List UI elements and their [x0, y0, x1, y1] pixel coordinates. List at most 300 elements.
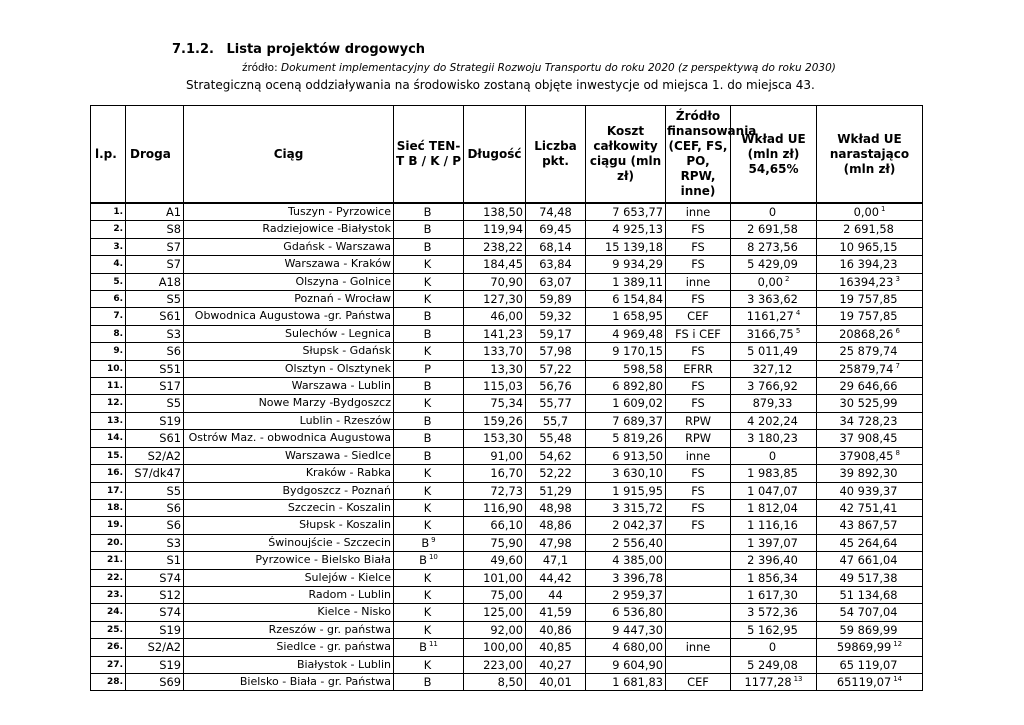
cell-length: 91,00 — [464, 447, 526, 464]
cell-lp: 18. — [91, 499, 126, 516]
cell-cost: 6 154,84 — [586, 291, 666, 308]
cell-length: 159,26 — [464, 412, 526, 429]
cell-network — [394, 430, 464, 447]
cell-cost: 4 969,48 — [586, 325, 666, 342]
cell-cumulative — [817, 482, 923, 499]
cell-eu — [731, 673, 817, 690]
cell-length: 115,03 — [464, 378, 526, 395]
cell-network — [394, 552, 464, 569]
eu-value: 5 429,09 — [747, 257, 798, 272]
table-row — [91, 621, 923, 638]
eu-value: 3 766,92 — [747, 379, 798, 394]
cell-lp: 11. — [91, 378, 126, 395]
network-value: K — [423, 483, 432, 498]
cell-section: Bielsko - Biała - gr. Państwa — [184, 673, 394, 690]
table-row — [91, 430, 923, 447]
cell-points: 59,17 — [526, 325, 586, 342]
cell-section: Słupsk - Koszalin — [184, 517, 394, 534]
cell-cost: 1 658,95 — [586, 308, 666, 325]
cell-eu — [731, 291, 817, 308]
table-row — [91, 395, 923, 412]
cell-lp: 19. — [91, 517, 126, 534]
source-line — [242, 62, 836, 74]
eu-value: 1177,28 — [744, 674, 792, 689]
cell-section: Olsztyn - Olsztynek — [184, 360, 394, 377]
cumulative-value: 49 517,38 — [839, 570, 898, 585]
cell-cost: 3 630,10 — [586, 465, 666, 482]
footnote-ref: 3 — [895, 274, 900, 283]
network-value: B — [423, 239, 432, 254]
cumulative-value: 16394,23 — [839, 274, 894, 289]
cell-source: FS — [666, 517, 731, 534]
cell-cumulative — [817, 517, 923, 534]
cumulative-value: 65 119,07 — [839, 657, 898, 672]
cell-cost: 1 681,83 — [586, 673, 666, 690]
cell-length: 66,10 — [464, 517, 526, 534]
network-value: B — [423, 431, 432, 446]
header-network: Sieć TEN-T B / K / P — [394, 106, 464, 204]
table-row — [91, 569, 923, 586]
cell-eu — [731, 308, 817, 325]
eu-value: 1 856,34 — [747, 570, 798, 585]
footnote-ref: 4 — [795, 309, 801, 318]
cell-road: S74 — [126, 569, 184, 586]
cell-road: S8 — [126, 221, 184, 238]
footnote-ref: 5 — [795, 326, 801, 335]
cell-lp: 5. — [91, 273, 126, 290]
cell-length: 100,00 — [464, 639, 526, 656]
cell-section: Pyrzowice - Bielsko Biała — [184, 552, 394, 569]
footnote-ref: 8 — [895, 448, 900, 457]
cell-points: 74,48 — [526, 203, 586, 221]
header-cost: Koszt całkowity ciągu (mln zł) — [586, 106, 666, 204]
cell-lp: 20. — [91, 534, 126, 551]
cell-network — [394, 221, 464, 238]
cell-source — [666, 534, 731, 551]
table-row — [91, 482, 923, 499]
cell-points: 63,84 — [526, 256, 586, 273]
cell-eu — [731, 430, 817, 447]
source-document: Dokument implementacyjny do Strategii Rozwoju Transportu do roku 2020 (z perspektywą do roku 2030) — [280, 62, 836, 74]
cell-eu — [731, 203, 817, 221]
table-row — [91, 203, 923, 221]
cell-section: Białystok - Lublin — [184, 656, 394, 673]
table-row — [91, 238, 923, 255]
cell-source: inne — [666, 273, 731, 290]
cell-section: Siedlce - gr. państwa — [184, 639, 394, 656]
cell-cost: 3 396,78 — [586, 569, 666, 586]
cell-road: S5 — [126, 395, 184, 412]
cumulative-value: 59 869,99 — [839, 622, 898, 637]
eu-value: 5 162,95 — [747, 622, 798, 637]
cell-eu — [731, 325, 817, 342]
cell-length: 72,73 — [464, 482, 526, 499]
cell-cumulative — [817, 238, 923, 255]
cumulative-value: 39 892,30 — [839, 466, 898, 481]
cumulative-value: 47 661,04 — [839, 553, 898, 568]
cell-network — [394, 482, 464, 499]
eu-value: 2 691,58 — [747, 222, 798, 237]
cell-length: 153,30 — [464, 430, 526, 447]
cell-section: Bydgoszcz - Poznań — [184, 482, 394, 499]
cell-points: 40,86 — [526, 621, 586, 638]
cell-source: FS — [666, 482, 731, 499]
cell-network — [394, 673, 464, 690]
cell-lp: 22. — [91, 569, 126, 586]
table-row — [91, 343, 923, 360]
cell-cost: 4 385,00 — [586, 552, 666, 569]
cell-eu — [731, 447, 817, 464]
table-row — [91, 656, 923, 673]
cell-eu — [731, 552, 817, 569]
cumulative-value: 30 525,99 — [839, 396, 898, 411]
cell-section: Kraków - Rabka — [184, 465, 394, 482]
cell-points: 68,14 — [526, 238, 586, 255]
cell-section: Szczecin - Koszalin — [184, 499, 394, 516]
table-row — [91, 221, 923, 238]
cell-cost: 598,58 — [586, 360, 666, 377]
cell-source: FS — [666, 238, 731, 255]
table-row — [91, 378, 923, 395]
cell-section: Nowe Marzy -Bydgoszcz — [184, 395, 394, 412]
table-row — [91, 465, 923, 482]
cell-cost: 2 959,37 — [586, 586, 666, 603]
cell-source: EFRR — [666, 360, 731, 377]
cell-points: 57,22 — [526, 360, 586, 377]
cell-cumulative — [817, 447, 923, 464]
cumulative-value: 65119,07 — [836, 674, 892, 689]
cell-cumulative — [817, 221, 923, 238]
cell-points: 55,48 — [526, 430, 586, 447]
cell-network — [394, 412, 464, 429]
table-header-row — [91, 106, 923, 204]
table-row — [91, 673, 923, 690]
cell-points: 48,86 — [526, 517, 586, 534]
cell-lp: 21. — [91, 552, 126, 569]
cell-length: 184,45 — [464, 256, 526, 273]
cell-road: S17 — [126, 378, 184, 395]
cell-road: S69 — [126, 673, 184, 690]
cell-section: Warszawa - Kraków — [184, 256, 394, 273]
cell-road: S2/A2 — [126, 639, 184, 656]
eu-value: 4 202,24 — [747, 413, 798, 428]
cell-cost: 9 170,15 — [586, 343, 666, 360]
cell-cost: 9 934,29 — [586, 256, 666, 273]
eu-value: 1 983,85 — [747, 466, 798, 481]
cell-source: CEF — [666, 308, 731, 325]
cell-road: S61 — [126, 308, 184, 325]
cell-source — [666, 552, 731, 569]
table-row — [91, 639, 923, 656]
eu-value: 8 273,56 — [747, 239, 798, 254]
eu-value: 0 — [768, 640, 777, 655]
cell-cost: 6 913,50 — [586, 447, 666, 464]
cell-source: RPW — [666, 412, 731, 429]
cell-network — [394, 291, 464, 308]
cell-cost: 4 925,13 — [586, 221, 666, 238]
cell-source: FS — [666, 221, 731, 238]
header-eu-contribution: Wkład UE (mln zł) 54,65% — [731, 106, 817, 204]
network-value: P — [424, 361, 431, 376]
section-title: Lista projektów drogowych — [226, 42, 426, 57]
cell-section: Warszawa - Siedlce — [184, 447, 394, 464]
cell-lp: 28. — [91, 673, 126, 690]
cell-eu — [731, 221, 817, 238]
cumulative-value: 59869,99 — [836, 640, 892, 655]
cell-lp: 13. — [91, 412, 126, 429]
cell-cumulative — [817, 308, 923, 325]
cell-length: 101,00 — [464, 569, 526, 586]
network-value: K — [423, 396, 432, 411]
cell-lp: 17. — [91, 482, 126, 499]
cell-cost: 7 689,37 — [586, 412, 666, 429]
cell-cost: 15 139,18 — [586, 238, 666, 255]
cell-points: 40,27 — [526, 656, 586, 673]
cell-cumulative — [817, 639, 923, 656]
cell-source: inne — [666, 203, 731, 221]
eu-value: 1 116,16 — [747, 518, 798, 533]
section-heading — [172, 42, 425, 57]
cell-length: 133,70 — [464, 343, 526, 360]
cell-length: 46,00 — [464, 308, 526, 325]
cumulative-value: 20868,26 — [839, 326, 894, 341]
cell-lp: 23. — [91, 586, 126, 603]
cell-points: 63,07 — [526, 273, 586, 290]
cell-cumulative — [817, 586, 923, 603]
cell-eu — [731, 482, 817, 499]
cell-points: 69,45 — [526, 221, 586, 238]
cumulative-value: 25 879,74 — [839, 344, 898, 359]
cumulative-value: 42 751,41 — [839, 500, 898, 515]
network-value: B — [423, 309, 432, 324]
table-row — [91, 499, 923, 516]
cell-points: 54,62 — [526, 447, 586, 464]
cell-cost: 9 604,90 — [586, 656, 666, 673]
cell-cumulative — [817, 325, 923, 342]
cell-network — [394, 203, 464, 221]
cell-cumulative — [817, 395, 923, 412]
cell-cumulative — [817, 534, 923, 551]
section-number: 7.1.2. — [172, 42, 214, 57]
cumulative-value: 43 867,57 — [839, 518, 898, 533]
cell-eu — [731, 639, 817, 656]
eu-value: 3 180,23 — [747, 431, 798, 446]
network-value: K — [423, 292, 432, 307]
cell-lp: 7. — [91, 308, 126, 325]
cell-lp: 24. — [91, 604, 126, 621]
cell-length: 238,22 — [464, 238, 526, 255]
cell-source: CEF — [666, 673, 731, 690]
cell-lp: 10. — [91, 360, 126, 377]
cell-road: S74 — [126, 604, 184, 621]
cell-section: Świnoujście - Szczecin — [184, 534, 394, 551]
cell-road: A18 — [126, 273, 184, 290]
network-value: B — [423, 379, 432, 394]
cell-road: S7 — [126, 256, 184, 273]
cell-lp: 12. — [91, 395, 126, 412]
cell-length: 119,94 — [464, 221, 526, 238]
network-value: B — [423, 448, 432, 463]
cell-road: S1 — [126, 552, 184, 569]
network-value: B — [419, 553, 427, 568]
table-row — [91, 586, 923, 603]
cell-network — [394, 604, 464, 621]
cell-lp: 27. — [91, 656, 126, 673]
cell-section: Rzeszów - gr. państwa — [184, 621, 394, 638]
table-row — [91, 517, 923, 534]
network-value: K — [423, 587, 432, 602]
table-row — [91, 447, 923, 464]
cell-road: S61 — [126, 430, 184, 447]
cell-source: FS — [666, 499, 731, 516]
eu-value: 2 396,40 — [747, 553, 798, 568]
cell-network — [394, 534, 464, 551]
cell-cumulative — [817, 673, 923, 690]
cumulative-value: 19 757,85 — [839, 309, 898, 324]
eu-value: 3 363,62 — [747, 292, 798, 307]
network-value: K — [423, 274, 432, 289]
cell-points: 44,42 — [526, 569, 586, 586]
cell-eu — [731, 412, 817, 429]
table-row — [91, 273, 923, 290]
cell-section: Sulechów - Legnica — [184, 325, 394, 342]
cell-eu — [731, 604, 817, 621]
cell-length: 49,60 — [464, 552, 526, 569]
footnote-ref: 7 — [895, 361, 900, 370]
cell-road: S6 — [126, 343, 184, 360]
table-row — [91, 360, 923, 377]
table-row — [91, 291, 923, 308]
eu-value: 0,00 — [757, 274, 783, 289]
cell-points: 40,01 — [526, 673, 586, 690]
eu-value: 1161,27 — [746, 309, 794, 324]
cell-lp: 26. — [91, 639, 126, 656]
cell-length: 75,90 — [464, 534, 526, 551]
network-value: K — [423, 500, 432, 515]
cell-network — [394, 639, 464, 656]
network-value: B — [423, 205, 432, 219]
cell-eu — [731, 343, 817, 360]
cell-road: S7 — [126, 238, 184, 255]
cumulative-value: 29 646,66 — [839, 379, 898, 394]
network-value: K — [423, 570, 432, 585]
cell-lp: 14. — [91, 430, 126, 447]
cell-section: Poznań - Wrocław — [184, 291, 394, 308]
cell-cumulative — [817, 656, 923, 673]
cell-length: 70,90 — [464, 273, 526, 290]
cell-cumulative — [817, 499, 923, 516]
cell-eu — [731, 465, 817, 482]
cell-section: Obwodnica Augustowa -gr. Państwa — [184, 308, 394, 325]
cell-section: Radom - Lublin — [184, 586, 394, 603]
footnote-ref: 14 — [893, 674, 903, 683]
cell-section: Ostrów Maz. - obwodnica Augustowa — [184, 430, 394, 447]
cell-length: 141,23 — [464, 325, 526, 342]
cell-source: inne — [666, 639, 731, 656]
cell-source — [666, 621, 731, 638]
cell-road: S5 — [126, 482, 184, 499]
cell-road: S3 — [126, 534, 184, 551]
cumulative-value: 0,00 — [853, 205, 879, 219]
cell-eu — [731, 238, 817, 255]
cell-eu — [731, 378, 817, 395]
footnote-ref: 13 — [793, 674, 803, 683]
cell-lp: 1. — [91, 203, 126, 221]
cell-lp: 8. — [91, 325, 126, 342]
network-value: K — [423, 466, 432, 481]
network-value: B — [423, 674, 432, 689]
cell-length: 92,00 — [464, 621, 526, 638]
cell-cost: 5 819,26 — [586, 430, 666, 447]
cell-source — [666, 586, 731, 603]
cell-source: FS — [666, 291, 731, 308]
cell-length: 223,00 — [464, 656, 526, 673]
cell-lp: 16. — [91, 465, 126, 482]
header-road: Droga — [126, 106, 184, 204]
cell-lp: 15. — [91, 447, 126, 464]
eu-value: 1 812,04 — [747, 500, 798, 515]
cell-source — [666, 604, 731, 621]
cell-cumulative — [817, 273, 923, 290]
cell-eu — [731, 621, 817, 638]
cell-network — [394, 325, 464, 342]
cell-network — [394, 238, 464, 255]
cell-network — [394, 586, 464, 603]
cell-road: S6 — [126, 517, 184, 534]
network-value: B — [423, 413, 432, 428]
cell-section: Słupsk - Gdańsk — [184, 343, 394, 360]
cell-length: 75,00 — [464, 586, 526, 603]
cell-eu — [731, 586, 817, 603]
network-value: K — [423, 344, 432, 359]
cell-points: 59,89 — [526, 291, 586, 308]
footnote-ref: 9 — [431, 535, 436, 544]
cell-eu — [731, 534, 817, 551]
cumulative-value: 37 908,45 — [839, 431, 898, 446]
cell-cost: 1 389,11 — [586, 273, 666, 290]
cell-source: FS — [666, 378, 731, 395]
cell-points: 59,32 — [526, 308, 586, 325]
cell-network — [394, 621, 464, 638]
cell-network — [394, 569, 464, 586]
footnote-ref: 12 — [893, 640, 903, 649]
cumulative-value: 34 728,23 — [839, 413, 898, 428]
cell-eu — [731, 360, 817, 377]
network-value: K — [423, 518, 432, 533]
network-value: B — [419, 640, 427, 655]
cell-cumulative — [817, 343, 923, 360]
intro-text: Strategiczną oceną oddziaływania na środowisko zostaną objęte inwestycje od miejsca 1. do miejsca 43. — [186, 78, 815, 92]
eu-value: 5 011,49 — [747, 344, 798, 359]
cell-cost: 6 892,80 — [586, 378, 666, 395]
cell-cumulative — [817, 378, 923, 395]
cell-source: inne — [666, 447, 731, 464]
cell-eu — [731, 517, 817, 534]
network-value: K — [423, 605, 432, 620]
footnote-ref: 10 — [428, 553, 438, 562]
table-row — [91, 256, 923, 273]
eu-value: 879,33 — [752, 396, 793, 411]
cell-cumulative — [817, 569, 923, 586]
cell-eu — [731, 395, 817, 412]
cumulative-value: 25879,74 — [839, 361, 894, 376]
cell-cumulative — [817, 604, 923, 621]
cell-length: 75,34 — [464, 395, 526, 412]
cell-cost: 7 653,77 — [586, 203, 666, 221]
cell-cost: 6 536,80 — [586, 604, 666, 621]
network-value: B — [423, 222, 432, 237]
cell-eu — [731, 256, 817, 273]
